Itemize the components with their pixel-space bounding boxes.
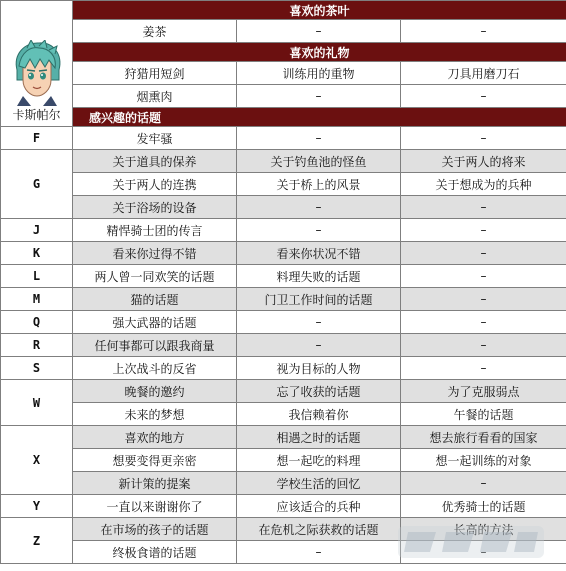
table-cell: 晚餐的邀约 [73,380,237,403]
table-cell: 关于浴场的设备 [73,196,237,219]
topic-row [1,426,566,449]
table-cell: 两人曾一同欢笑的话题 [73,265,237,288]
table-cell: 关于道具的保养 [73,150,237,173]
table-cell: 视为目标的人物 [237,357,401,380]
table-cell: 关于钓鱼池的怪鱼 [237,150,401,173]
character-portrait-icon [9,40,65,106]
topics-header-row [1,108,566,127]
topic-row [1,495,566,518]
topic-row [1,334,566,357]
table-cell: 想一起吃的料理 [237,449,401,472]
table-cell: 训练用的重物 [237,62,401,85]
table-cell: – [237,196,401,219]
topics-section-header: 感兴趣的话题 [73,108,566,127]
table-cell: 想要变得更亲密 [73,449,237,472]
topic-row [1,242,566,265]
table-cell: 关于想成为的兵种 [401,173,566,196]
table-cell: 料理失败的话题 [237,265,401,288]
topic-row [1,196,566,219]
table-cell: – [401,265,566,288]
table-cell: 想一起训练的对象 [401,449,566,472]
table-cell: 看来你过得不错 [73,242,237,265]
topic-row [1,449,566,472]
topic-letter-cell: G [1,150,73,219]
topic-letter-cell: Z [1,518,73,564]
table-cell: 上次战斗的反省 [73,357,237,380]
table-cell: – [401,311,566,334]
table-cell: 刀具用磨刀石 [401,62,566,85]
table-cell: – [401,196,566,219]
table-cell: – [401,334,566,357]
topic-row [1,357,566,380]
table-cell: 关于桥上的风景 [237,173,401,196]
table-cell: 关于两人的将来 [401,150,566,173]
table-cell: – [237,541,401,564]
table-cell: 应该适合的兵种 [237,495,401,518]
topic-letter-cell: R [1,334,73,357]
table-cell: 我信赖着你 [237,403,401,426]
table-cell: 任何事都可以跟我商量 [73,334,237,357]
table-cell: 强大武器的话题 [73,311,237,334]
table-cell: – [401,85,566,108]
topic-row [1,173,566,196]
table-cell: 发牢骚 [73,127,237,150]
table-cell: 看来你状况不错 [237,242,401,265]
table-cell: 狩猎用短剑 [73,62,237,85]
topic-letter-cell: Y [1,495,73,518]
topic-row [1,150,566,173]
table-cell: 门卫工作时间的话题 [237,288,401,311]
table-cell: 在危机之际获救的话题 [237,518,401,541]
topic-letter-cell: K [1,242,73,265]
topic-row [1,380,566,403]
table-cell: – [401,242,566,265]
table-cell: – [237,127,401,150]
topic-row [1,288,566,311]
table-cell: – [401,288,566,311]
tea-section-header: 喜欢的茶叶 [73,1,566,20]
topic-row [1,472,566,495]
table-cell: 午餐的话题 [401,403,566,426]
topic-row [1,403,566,426]
topic-row [1,311,566,334]
table-cell: 新计策的提案 [73,472,237,495]
table-cell: – [401,541,566,564]
table-cell: – [401,219,566,242]
topic-row [1,541,566,564]
table-cell: – [401,357,566,380]
table-cell: 优秀骑士的话题 [401,495,566,518]
topic-letter-cell: F [1,127,73,150]
topic-letter-cell: Q [1,311,73,334]
table-cell: – [237,334,401,357]
table-cell: 在市场的孩子的话题 [73,518,237,541]
table-cell: – [237,85,401,108]
table-cell: 精悍骑士团的传言 [73,219,237,242]
gift-row [1,62,566,85]
character-name: 卡斯帕尔 [12,108,61,122]
topic-letter-cell: L [1,265,73,288]
table-cell: 关于两人的连携 [73,173,237,196]
tea-row [1,20,566,43]
table-cell: 忘了收获的话题 [237,380,401,403]
topic-letter-cell: X [1,426,73,495]
table-cell: 为了克服弱点 [401,380,566,403]
gift-row [1,85,566,108]
gifts-section-header: 喜欢的礼物 [73,43,566,62]
table-cell: – [237,219,401,242]
table-cell: – [401,127,566,150]
tea-header-row [1,1,566,20]
table-cell: 相遇之时的话题 [237,426,401,449]
table-cell: 喜欢的地方 [73,426,237,449]
gifts-header-row [1,43,566,62]
character-avatar-cell [1,1,73,127]
topic-row [1,219,566,242]
table-cell: 一直以来谢谢你了 [73,495,237,518]
table-cell: 未来的梦想 [73,403,237,426]
table-cell: – [237,20,401,43]
table-cell: 想去旅行看看的国家 [401,426,566,449]
table-cell: 终极食谱的话题 [73,541,237,564]
topic-letter-cell: W [1,380,73,426]
topic-letter-cell: J [1,219,73,242]
table-cell: – [401,472,566,495]
topic-row [1,518,566,541]
topic-row [1,265,566,288]
table-cell: 长高的方法 [401,518,566,541]
table-cell: 烟熏肉 [73,85,237,108]
table-cell: 猫的话题 [73,288,237,311]
topic-letter-cell: S [1,357,73,380]
table-cell: – [237,311,401,334]
topic-row [1,127,566,150]
table-cell: 学校生活的回忆 [237,472,401,495]
table-cell: – [401,20,566,43]
table-cell: 姜茶 [73,20,237,43]
topic-letter-cell: M [1,288,73,311]
